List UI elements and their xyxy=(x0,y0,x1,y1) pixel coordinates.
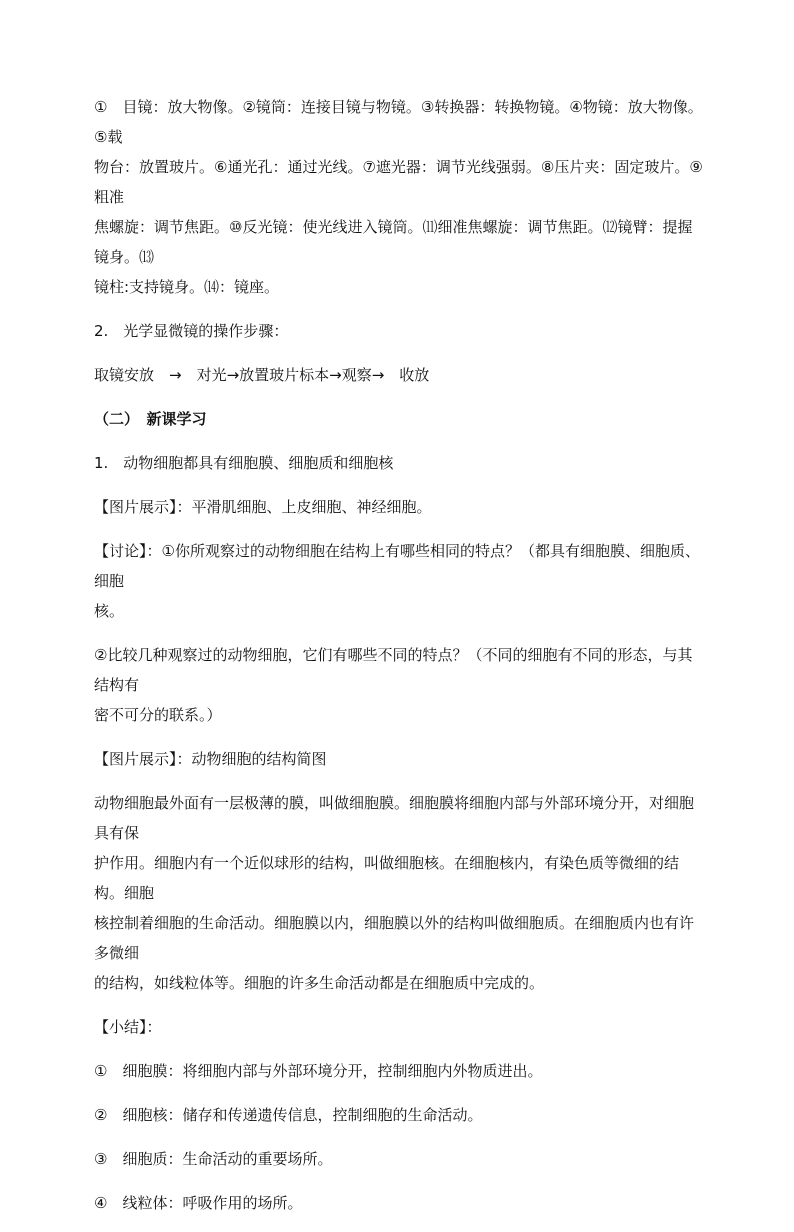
subheading-block xyxy=(94,448,704,478)
summary-title-block xyxy=(94,1012,704,1042)
summary-item: ① 细胞膜：将细胞内部与外部环境分开，控制细胞内外物质进出。 xyxy=(94,1062,543,1080)
operation-steps-block xyxy=(94,360,704,390)
operation-steps: 取镜安放 → 对光→放置玻片标本→观察→ 收放 xyxy=(94,366,430,384)
picture-display-2-block xyxy=(94,744,704,774)
text-line: 镜柱:支持镜身。⒁：镜座。 xyxy=(94,278,280,296)
section-heading-block xyxy=(94,404,704,434)
picture-display-1: 【图片展示】：平滑肌细胞、上皮细胞、神经细胞。 xyxy=(94,498,432,516)
text-line: 物台：放置玻片。⑥通光孔：通过光线。⑦遮光器：调节光线强弱。⑧压片夹：固定玻片。⑨粗准 xyxy=(94,158,703,206)
text-line: 核控制着细胞的生命活动。细胞膜以内，细胞膜以外的结构叫做细胞质。在细胞质内也有许多微细 xyxy=(94,914,695,962)
text-line: 核。 xyxy=(94,602,125,620)
text-line: 的结构，如线粒体等。细胞的许多生命活动都是在细胞质中完成的。 xyxy=(94,974,545,992)
operation-steps-title: 2. 光学显微镜的操作步骤： xyxy=(94,322,289,340)
discussion-block xyxy=(94,536,704,626)
operation-steps-title-block xyxy=(94,316,704,346)
document-page xyxy=(94,92,704,1232)
summary-item: ④ 线粒体：呼吸作用的场所。 xyxy=(94,1194,303,1212)
text-line: ②比较几种观察过的动物细胞，它们有哪些不同的特点？（不同的细胞有不同的形态，与其结构有 xyxy=(94,646,693,694)
text-line: 【讨论】：①你所观察过的动物细胞在结构上有哪些相同的特点？（都具有细胞膜、细胞质、细胞 xyxy=(94,542,700,590)
summary-item-3-block xyxy=(94,1144,704,1174)
summary-title: 【小结】： xyxy=(94,1018,162,1036)
compare-question-block xyxy=(94,640,704,730)
summary-item: ② 细胞核：储存和传递遗传信息，控制细胞的生命活动。 xyxy=(94,1106,483,1124)
picture-display-2: 【图片展示】：动物细胞的结构简图 xyxy=(94,750,327,768)
summary-item-4-block xyxy=(94,1188,704,1218)
summary-item-2-block xyxy=(94,1100,704,1130)
subheading: 1. 动物细胞都具有细胞膜、细胞质和细胞核 xyxy=(94,454,394,472)
text-line: 密不可分的联系。） xyxy=(94,706,222,724)
text-line: 焦螺旋：调节焦距。⑩反光镜：使光线进入镜筒。⑾细准焦螺旋：调节焦距。⑿镜臂：提握镜身。⒀ xyxy=(94,218,693,266)
microscope-parts-paragraph xyxy=(94,92,704,302)
summary-item-1-block xyxy=(94,1056,704,1086)
section-heading: （二） 新课学习 xyxy=(94,410,207,428)
text-line: 动物细胞最外面有一层极薄的膜，叫做细胞膜。细胞膜将细胞内部与外部环境分开，对细胞具有保 xyxy=(94,794,695,842)
cell-structure-paragraph xyxy=(94,788,704,998)
text-line: ① 目镜：放大物像。②镜筒：连接目镜与物镜。③转换器：转换物镜。④物镜：放大物像。⑤载 xyxy=(94,98,703,146)
summary-item: ③ 细胞质：生命活动的重要场所。 xyxy=(94,1150,333,1168)
text-line: 护作用。细胞内有一个近似球形的结构，叫做细胞核。在细胞核内，有染色质等微细的结构。细胞 xyxy=(94,854,680,902)
picture-display-1-block xyxy=(94,492,704,522)
